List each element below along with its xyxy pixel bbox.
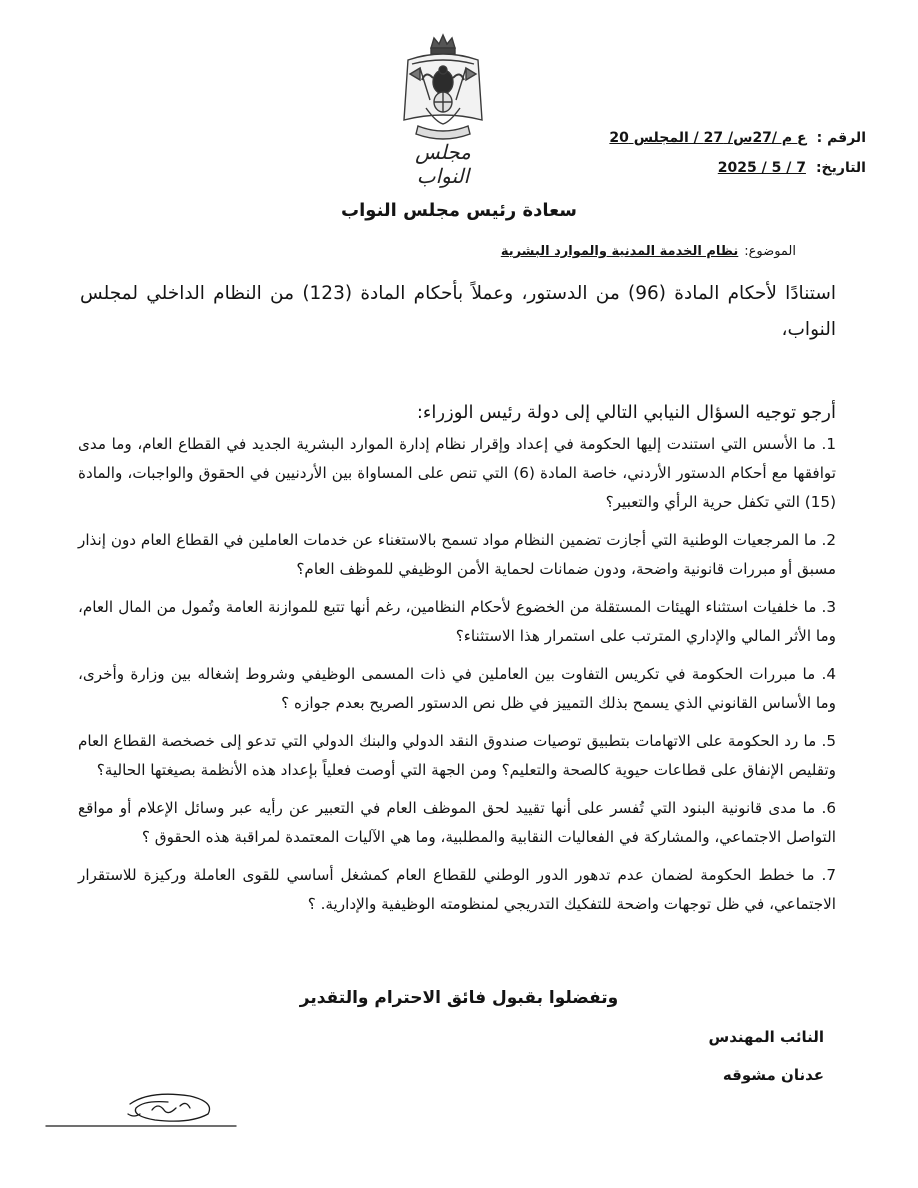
request-line: أرجو توجيه السؤال النيابي التالي إلى دولة رئيس الوزراء:	[416, 402, 836, 423]
letter-meta	[566, 130, 866, 190]
question-item	[78, 526, 836, 584]
royal-crest-icon	[398, 30, 488, 150]
date-row	[566, 160, 866, 190]
question-text: ما مدى قانونية البنود التي تُفسر على أنها تقييد لحق الموظف العام في التعبير عن رأيه عبر وسائل الإعلام أو مواقع التواصل الاجتماعي، والمشاركة في الفعاليات النقابية والمطلبية، وما هي الآليات المعتمدة لمراقبة هذه الحقوق ؟	[78, 799, 836, 846]
question-item	[78, 593, 836, 651]
question-item	[78, 430, 836, 517]
question-item	[78, 794, 836, 852]
question-text: ما رد الحكومة على الاتهامات بتطبيق توصيات صندوق النقد الدولي والبنك الدولي التي تدعو إلى خصخصة القطاع العام وتقليص الإنفاق على قطاعات حيوية كالصحة والتعليم؟ ومن الجهة التي أوصت فعلياً بإعداد هذه الأنظمة بصيغتها الحالية؟	[78, 732, 836, 779]
question-item	[78, 861, 836, 919]
question-number: 6.	[821, 799, 836, 817]
question-text: ما خطط الحكومة لضمان عدم تدهور الدور الوطني للقطاع العام كمشغل أساسي للقوى العاملة وركيزة للاستقرار الاجتماعي، في ظل توجهات واضحة للتفكيك التدريجي لمنظومته الوظيفية والإدارية. ؟	[78, 866, 836, 913]
subject-value: نظام الخدمة المدنية والموارد البشرية	[500, 244, 739, 259]
question-number: 2.	[821, 531, 837, 549]
reference-label: الرقم :	[816, 130, 866, 146]
question-number: 4.	[821, 665, 837, 683]
date-value: 2025 / 5 / 7	[717, 160, 806, 176]
signer-name: عدنان مشوقه	[722, 1066, 824, 1084]
questions-list	[78, 430, 836, 928]
addressee: سعادة رئيس مجلس النواب	[341, 200, 577, 221]
handwritten-signature	[40, 1080, 240, 1140]
question-text: ما خلفيات استثناء الهيئات المستقلة من الخضوع لأحكام النظامين، رغم أنها تتبع للموازنة العامة وتُمول من المال العام، وما الأثر المالي والإداري المترتب على استمرار هذا الاستثناء؟	[78, 598, 836, 645]
question-number: 3.	[821, 598, 837, 616]
subject-label: الموضوع:	[744, 244, 796, 259]
intro-paragraph: استنادًا لأحكام المادة (96) من الدستور، وعملاً بأحكام المادة (123) من النظام الداخلي لمجلس النواب،	[80, 283, 836, 340]
question-number: 7.	[821, 866, 836, 884]
question-text: ما المرجعيات الوطنية التي أجازت تضمين النظام مواد تسمح بالاستغناء عن خدمات العاملين في القطاع العام دون إنذار مسبق أو مبررات قانونية واضحة، ودون ضمانات لحماية الأمن الوظيفي للموظف العام؟	[78, 531, 836, 578]
reference-number: ع م /27س/ 27 / المجلس 20	[609, 130, 807, 146]
question-number: 1.	[821, 435, 836, 453]
question-text: ما مبررات الحكومة في تكريس التفاوت بين العاملين في ذات المسمى الوظيفي وشروط إشغاله بين وزارة وأخرى، وما الأساس القانوني الذي يسمح بذلك التمييز في ظل نص الدستور الصريح بعدم جوازه ؟	[78, 665, 836, 712]
question-item	[78, 660, 836, 718]
question-item	[78, 727, 836, 785]
question-number: 5.	[821, 732, 837, 750]
date-label: التاريخ:	[815, 160, 866, 176]
council-name: مجلس النواب	[415, 140, 471, 188]
reference-row	[566, 130, 866, 160]
closing-line: وتفضلوا بقبول فائق الاحترام والتقدير	[299, 988, 619, 1008]
question-text: ما الأسس التي استندت إليها الحكومة في إعداد وإقرار نظام إدارة الموارد البشرية الجديد في القطاع العام، وما مدى توافقها مع أحكام الدستور الأردني، خاصة المادة (6) التي تنص على المساواة بين الأردنيين في الحقوق والواجبات، والمادة (15) التي تكفل حرية الرأي والتعبير؟	[78, 435, 836, 511]
subject-line	[501, 244, 796, 259]
signer-title: النائب المهندس	[708, 1028, 824, 1046]
